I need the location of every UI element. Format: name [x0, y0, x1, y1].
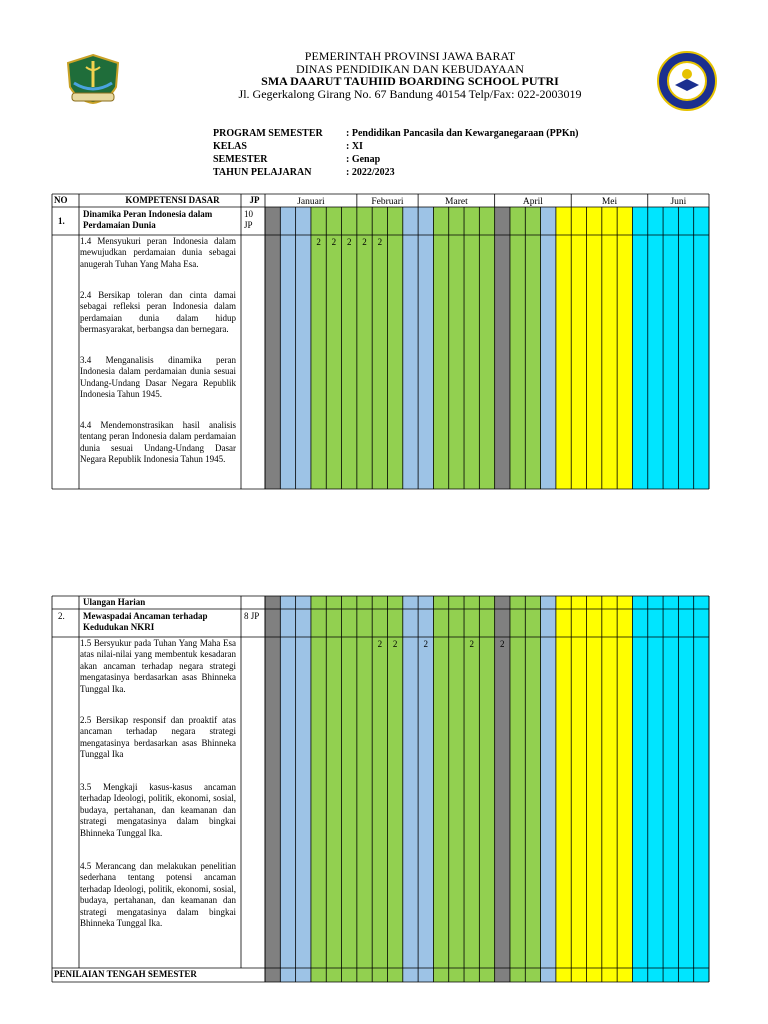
info-value: : 2022/2023	[346, 167, 395, 178]
header-kd: KOMPETENSI DASAR	[125, 195, 220, 205]
school-name: SMA DAARUT TAUHIID BOARDING SCHOOL PUTRI	[261, 74, 559, 88]
section-1-jp: 10 JP	[244, 209, 253, 231]
allocation-value: 2	[316, 237, 321, 247]
week-cell	[326, 207, 341, 489]
week-cell	[449, 207, 464, 489]
allocation-value: 2	[331, 237, 337, 247]
section-1-no: 1.	[58, 216, 65, 226]
week-cell	[311, 596, 326, 982]
allocation-value: 2	[377, 237, 383, 247]
week-cell	[280, 207, 295, 489]
school-address: Jl. Gegerkalong Girang No. 67 Bandung 40154 Telp/Fax: 022-2003019	[238, 86, 582, 101]
week-cell	[372, 207, 387, 489]
week-cell	[678, 207, 693, 489]
week-cell	[265, 207, 280, 489]
week-cell	[342, 596, 357, 982]
week-cell	[387, 596, 402, 982]
allocation-value: 2	[469, 639, 474, 649]
kd-item: 4.4 Mendemonstrasikan hasil analisis tentang peran Indonesia dalam perdamaian dunia sesuai Undang-Undang Dasar Negara Republik Indonesia Tahun 1945.	[80, 420, 236, 465]
week-cell	[418, 596, 433, 982]
week-cell	[541, 207, 556, 489]
allocation-value: 2	[346, 237, 352, 247]
week-cell	[326, 596, 341, 982]
kd-item: 2.5 Bersikap responsif dan proaktif atas ancaman terhadap negara strategi mengatasinya berdasarkan asas Bhinneka Tunggal Ika	[80, 715, 236, 760]
month-label: Juni	[670, 197, 687, 207]
week-cell	[525, 596, 540, 982]
section-2-jp: 8 JP	[244, 611, 260, 621]
week-cell	[571, 596, 586, 982]
week-cell	[449, 596, 464, 982]
allocation-value: 2	[377, 639, 383, 649]
week-cell	[296, 596, 311, 982]
week-cell	[372, 596, 387, 982]
kd-item: 3.5 Mengkaji kasus-kasus ancaman terhadap Ideologi, politik, ekonomi, sosial, budaya, pertahanan, dan keamanan dan strategi mengatasinya dalam bingkai Bhinneka Tunggal Ika.	[80, 782, 236, 838]
section-2-title: Mewaspadai Ancaman terhadap Kedudukan NKRI	[83, 611, 208, 633]
week-cell	[556, 207, 571, 489]
kd-item: 1.5 Bersyukur pada Tuhan Yang Maha Esa atas nilai-nilai yang membentuk kesadaran akan ancaman terhadap negara strategi mengatasinya berdasarkan asas Bhinneka Tunggal Ika.	[80, 638, 236, 694]
month-label: Januari	[297, 197, 325, 207]
week-cell	[265, 596, 280, 982]
week-cell	[694, 596, 709, 982]
week-cell	[357, 207, 372, 489]
week-cell	[694, 207, 709, 489]
week-cell	[617, 207, 632, 489]
week-cell	[648, 596, 663, 982]
month-label: Februari	[371, 197, 404, 207]
month-label: Maret	[445, 197, 468, 207]
week-cell	[587, 596, 602, 982]
week-cell	[311, 207, 326, 489]
header-line1: PEMERINTAH PROVINSI JAWA BARAT	[304, 49, 516, 63]
header-line2: DINAS PENDIDIKAN DAN KEBUDAYAAN	[296, 61, 524, 76]
week-cell	[556, 596, 571, 982]
week-cell	[403, 596, 418, 982]
week-cell	[663, 207, 678, 489]
allocation-value: 2	[392, 639, 398, 649]
kd-item: 2.4 Bersikap toleran dan cinta damai sebagai refleksi peran Indonesia dalam perdamaian dunia dalam hidup bermasyarakat, berbangsa dan bernegara.	[80, 290, 236, 335]
info-value: : XI	[346, 141, 363, 152]
week-cell	[280, 596, 295, 982]
week-cell	[632, 596, 647, 982]
week-cell	[587, 207, 602, 489]
week-cell	[342, 207, 357, 489]
week-cell	[632, 207, 647, 489]
section-1-title: Dinamika Peran Indonesia dalam Perdamaian Dunia	[83, 209, 213, 231]
week-cell	[617, 596, 632, 982]
header-no: NO	[54, 195, 68, 205]
week-cell	[510, 596, 525, 982]
section-2-no: 2.	[58, 611, 65, 621]
week-cell	[541, 596, 556, 982]
info-key: SEMESTER	[213, 154, 268, 165]
week-cell	[510, 207, 525, 489]
week-cell	[602, 596, 617, 982]
info-key: PROGRAM SEMESTER	[213, 128, 323, 139]
week-cell	[602, 207, 617, 489]
pts-label: PENILAIAN TENGAH SEMESTER	[54, 969, 197, 979]
week-cell	[433, 596, 448, 982]
week-cell	[357, 596, 372, 982]
week-cell	[663, 596, 678, 982]
week-cell	[495, 207, 510, 489]
week-cell	[571, 207, 586, 489]
week-cell	[495, 596, 510, 982]
kd-item: 3.4 Menganalisis dinamika peran Indonesia dalam perdamaian dunia sesuai Undang-Undang Dasar Negara Republik Indonesia Tahun 1945.	[80, 355, 236, 400]
kd-item: 1.4 Mensyukuri peran Indonesia dalam mewujudkan perdamaian dunia sebagai anugerah Tuhan Yang Maha Esa.	[80, 236, 236, 269]
info-key: KELAS	[213, 141, 247, 152]
allocation-value: 2	[500, 639, 505, 649]
week-cell	[464, 207, 479, 489]
week-cell	[433, 207, 448, 489]
week-cell	[479, 596, 494, 982]
week-cell	[648, 207, 663, 489]
month-label: April	[522, 197, 543, 207]
info-key: TAHUN PELAJARAN	[213, 167, 312, 178]
allocation-value: 2	[362, 237, 367, 247]
info-value: : Genap	[346, 154, 381, 165]
week-cell	[479, 207, 494, 489]
info-value: : Pendidikan Pancasila dan Kewarganegaraan (PPKn)	[346, 128, 579, 139]
week-cell	[678, 596, 693, 982]
allocation-value: 2	[423, 639, 429, 649]
week-cell	[464, 596, 479, 982]
week-cell	[296, 207, 311, 489]
ulangan-harian-label: Ulangan Harian	[83, 597, 146, 607]
month-label: Mei	[601, 197, 618, 207]
kd-item: 4.5 Merancang dan melakukan penelitian sederhana tentang potensi ancaman terhadap Ideologi, politik, ekonomi, sosial, budaya, pertahanan, dan keamanan dan strategi mengatasinya dalam bingkai Bhinneka Tunggal Ika.	[80, 861, 236, 929]
header-jp: JP	[249, 195, 260, 205]
week-cell	[418, 207, 433, 489]
week-cell	[525, 207, 540, 489]
week-cell	[403, 207, 418, 489]
week-cell	[387, 207, 402, 489]
